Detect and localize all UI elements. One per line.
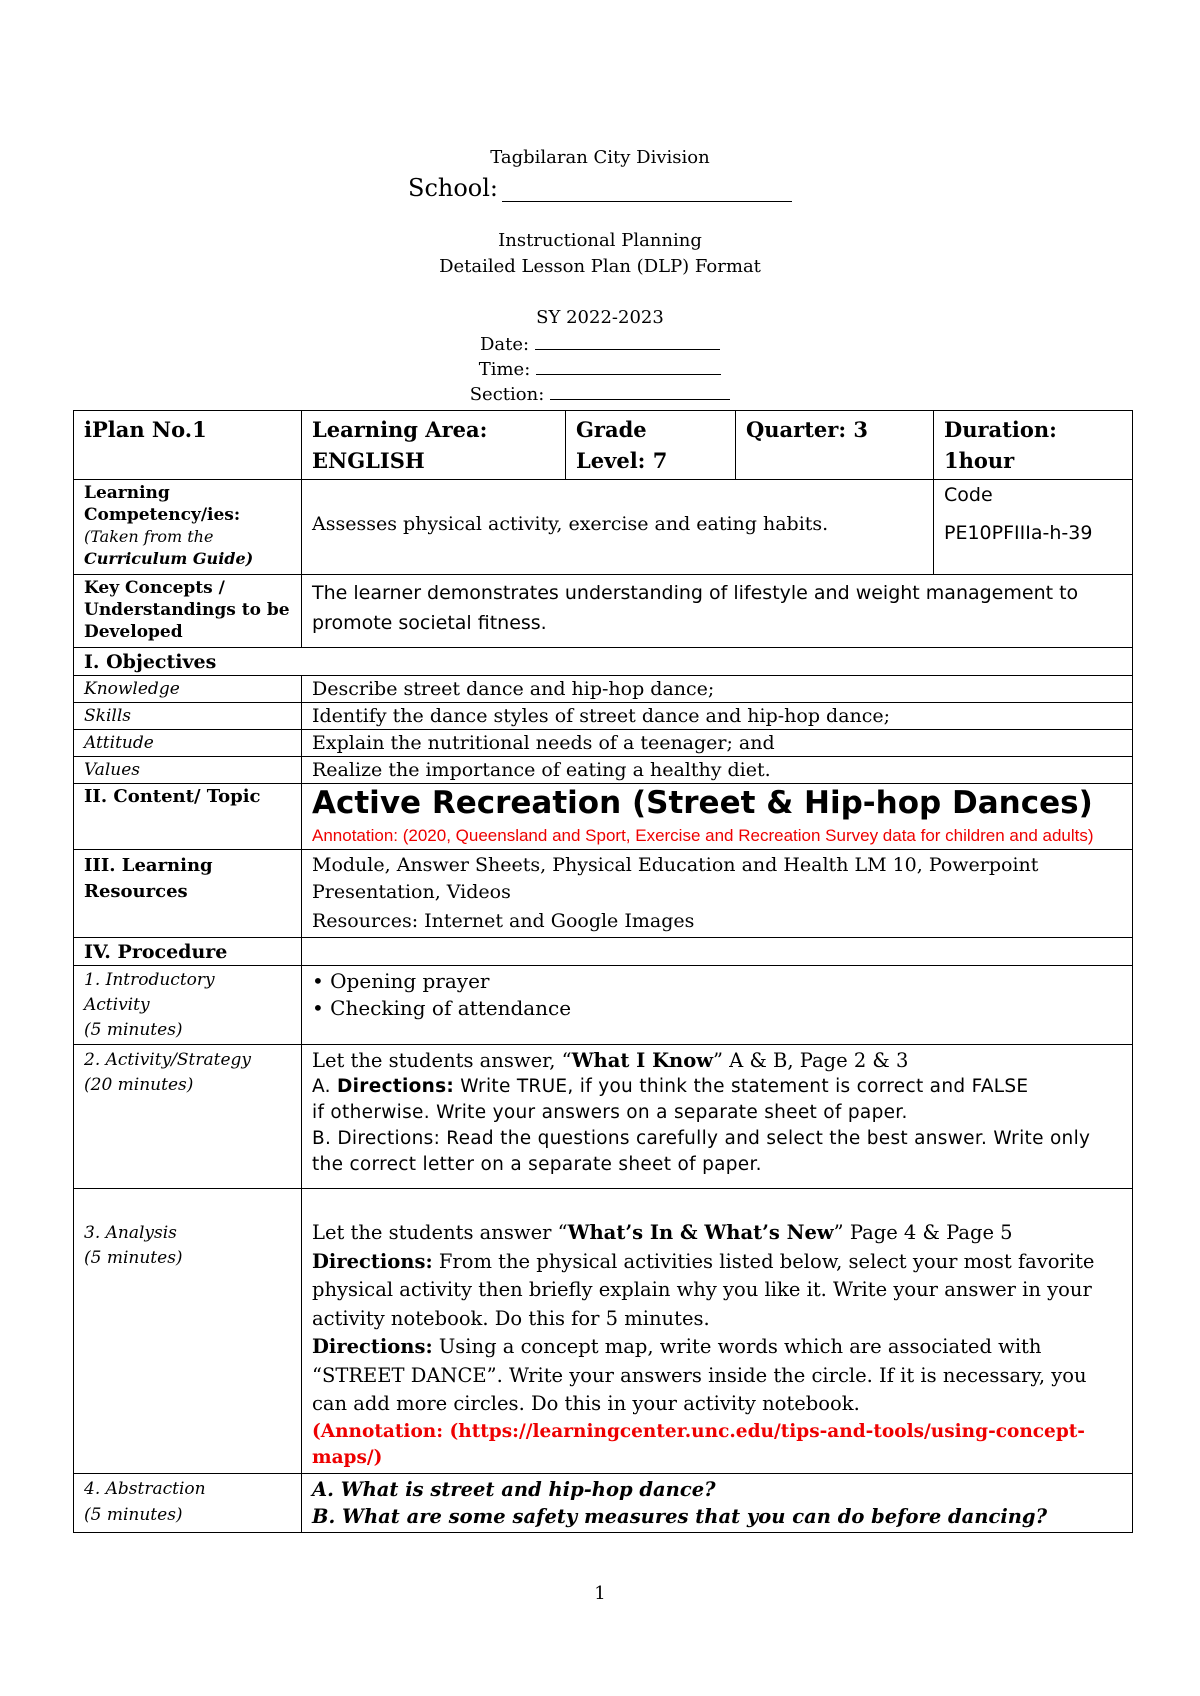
learning-area-cell — [302, 411, 566, 480]
intro-label-3: (5 minutes) — [84, 1020, 183, 1040]
school-label: School: — [408, 174, 498, 202]
header-row — [74, 411, 1133, 480]
resources-text-cell — [302, 850, 1133, 938]
activity-intro — [312, 1048, 1122, 1074]
intro-item-attendance: • Checking of attendance — [312, 996, 572, 1020]
grade-level: Level: 7 — [576, 448, 668, 473]
activity-intro-bold: What I Know — [571, 1049, 713, 1072]
activity-text-cell — [302, 1045, 1133, 1189]
duration-label: Duration: — [944, 417, 1057, 442]
activity-intro-text-2: ” A & B, Page 2 & 3 — [713, 1049, 909, 1072]
resources-label-1: III. Learning — [84, 855, 213, 876]
section-label: Section: — [469, 384, 545, 405]
objective-text-values: Realize the importance of eating a healthy diet. — [312, 759, 771, 781]
analysis-intro-text-2: ” Page 4 & Page 5 — [833, 1221, 1013, 1244]
abstraction-label-cell — [74, 1473, 302, 1532]
code-cell — [934, 480, 1133, 575]
activity-a-bold: Directions: — [337, 1076, 455, 1097]
objective-label-values: Values — [84, 760, 141, 780]
content-label: II. Content/ Topic — [84, 786, 261, 807]
resources-text-2: Resources: Internet and Google Images — [312, 910, 695, 932]
objectives-label: I. Objectives — [84, 651, 217, 673]
intro-label-2: Activity — [84, 995, 150, 1015]
analysis-dir2-bold: Directions: — [312, 1335, 433, 1358]
objective-row — [74, 676, 1133, 703]
duration-cell — [934, 411, 1133, 480]
objective-text-cell — [302, 676, 1133, 703]
section-line — [0, 383, 1200, 405]
competency-row — [74, 480, 1133, 575]
key-concepts-text: The learner demonstrates understanding of lifestyle and weight management to promote societal fitness. — [312, 582, 1079, 634]
key-concepts-label-cell — [74, 575, 302, 648]
objective-row — [74, 703, 1133, 730]
page-number: 1 — [594, 1583, 606, 1604]
resources-row — [74, 850, 1133, 938]
activity-strategy-row — [74, 1045, 1133, 1189]
date-label: Date: — [479, 334, 530, 355]
analysis-dir1-bold: Directions: — [312, 1249, 433, 1273]
analysis-label-cell — [74, 1189, 302, 1474]
analysis-label-1: 3. Analysis — [84, 1223, 177, 1243]
procedure-header-row — [74, 938, 1133, 966]
procedure-label: IV. Procedure — [84, 941, 228, 963]
content-annotation: Annotation: (2020, Queensland and Sport, Exercise and Recreation Survey data for children and adults) — [312, 826, 1094, 845]
iplan-cell — [74, 411, 302, 480]
code-label: Code — [944, 484, 993, 506]
analysis-label-2: (5 minutes) — [84, 1248, 183, 1268]
activity-label-2: (20 minutes) — [84, 1075, 194, 1095]
competency-label-3: (Taken from the — [84, 527, 214, 546]
lesson-plan-table — [73, 410, 1133, 1533]
activity-a-text: Write TRUE, if you think the statement is correct and FALSE — [454, 1076, 1029, 1097]
abstraction-label-2: (5 minutes) — [84, 1504, 183, 1525]
competency-text-cell — [302, 480, 934, 575]
objective-label-cell — [74, 676, 302, 703]
intro-label-1: 1. Introductory — [84, 970, 215, 990]
time-line — [0, 358, 1200, 380]
abstraction-text-cell — [302, 1473, 1133, 1532]
activity-label-1: 2. Activity/Strategy — [84, 1050, 252, 1070]
objectives-header-row — [74, 648, 1133, 676]
key-concepts-text-cell — [302, 575, 1133, 648]
time-blank — [536, 358, 721, 375]
content-text-cell — [302, 784, 1133, 850]
school-line — [0, 174, 1200, 202]
analysis-row — [74, 1189, 1133, 1474]
content-title: Active Recreation (Street & Hip-hop Dances) — [312, 785, 1093, 821]
analysis-direction-1 — [312, 1248, 1122, 1334]
quarter-value: Quarter: 3 — [746, 417, 869, 442]
intro-item-prayer: • Opening prayer — [312, 969, 490, 993]
date-line — [0, 333, 1200, 355]
learning-area-label: Learning Area: — [312, 417, 488, 442]
grade-label: Grade — [576, 417, 647, 442]
learning-area-value: ENGLISH — [312, 448, 425, 473]
objective-label-cell — [74, 757, 302, 784]
analysis-intro-bold: What’s In & What’s New — [567, 1221, 834, 1244]
analysis-annotation: (Annotation: (https://learningcenter.unc.edu/tips-and-tools/using-concept-maps/) — [312, 1420, 1085, 1468]
intro-text-cell — [302, 966, 1133, 1045]
objective-label-cell — [74, 703, 302, 730]
instructional-planning: Instructional Planning — [498, 230, 702, 251]
objectives-header-cell — [74, 648, 1133, 676]
content-row — [74, 784, 1133, 850]
competency-label-4: Curriculum Guide) — [84, 549, 254, 568]
competency-label-2: Competency/ies: — [84, 505, 241, 525]
school-blank — [502, 176, 792, 202]
analysis-dir1-text: From the physical activities listed below, select your most favorite physical activity then briefly explain why you like it. Write your answer in your activity notebook. Do this for 5 minutes. — [312, 1249, 1095, 1330]
content-label-cell — [74, 784, 302, 850]
activity-direction-a — [312, 1074, 1122, 1100]
analysis-dir2-text: Using a concept map, write words which are associated with “STREET DANCE”. Write your answers inside the circle. If it is necessary, you can add more circles. Do this in your activity notebook. — [312, 1335, 1087, 1415]
analysis-intro-text-1: Let the students answer “ — [312, 1221, 568, 1244]
section-blank — [550, 383, 730, 400]
intro-label-cell — [74, 966, 302, 1045]
objective-text-knowledge: Describe street dance and hip-hop dance; — [312, 678, 715, 700]
key-concepts-row — [74, 575, 1133, 648]
iplan-number: iPlan No.1 — [84, 417, 207, 442]
analysis-direction-2 — [312, 1333, 1122, 1419]
abstraction-label-1: 4. Abstraction — [84, 1478, 206, 1499]
objective-text-skills: Identify the dance styles of street dance and hip-hop dance; — [312, 705, 891, 727]
analysis-text-cell — [302, 1189, 1133, 1474]
objective-row — [74, 730, 1133, 757]
procedure-empty-cell — [302, 938, 1133, 966]
time-label: Time: — [478, 359, 531, 380]
objective-text-cell — [302, 757, 1133, 784]
resources-label-2: Resources — [84, 881, 188, 902]
dlp-format: Detailed Lesson Plan (DLP) Format — [439, 256, 761, 277]
school-year: SY 2022-2023 — [536, 307, 664, 328]
activity-a-prefix: A. — [312, 1076, 337, 1097]
intro-activity-row — [74, 966, 1133, 1045]
competency-text: Assesses physical activity, exercise and eating habits. — [312, 512, 829, 535]
grade-cell — [566, 411, 736, 480]
date-blank — [535, 333, 720, 350]
key-concepts-label: Key Concepts / Understandings to be Developed — [84, 578, 290, 642]
objective-text-cell — [302, 730, 1133, 757]
resources-label-cell — [74, 850, 302, 938]
objective-text-cell — [302, 703, 1133, 730]
objective-text-attitude: Explain the nutritional needs of a teenager; and — [312, 732, 775, 754]
activity-a-text-2: if otherwise. Write your answers on a separate sheet of paper. — [312, 1102, 908, 1123]
abstraction-question-a: A. What is street and hip-hop dance? — [312, 1477, 716, 1501]
analysis-intro — [312, 1219, 1122, 1248]
objective-label-knowledge: Knowledge — [84, 679, 180, 699]
activity-intro-text-1: Let the students answer, “ — [312, 1049, 572, 1072]
duration-value: 1hour — [944, 448, 1015, 473]
abstraction-question-b: B. What are some safety measures that you can do before dancing? — [312, 1504, 1047, 1528]
objective-label-cell — [74, 730, 302, 757]
objective-row — [74, 757, 1133, 784]
objective-label-attitude: Attitude — [84, 733, 154, 753]
competency-label-1: Learning — [84, 483, 170, 503]
quarter-cell — [736, 411, 934, 480]
competency-label-cell — [74, 480, 302, 575]
procedure-label-cell — [74, 938, 302, 966]
objective-label-skills: Skills — [84, 706, 131, 726]
code-value: PE10PFIIIa-h-39 — [944, 522, 1093, 544]
activity-direction-b: B. Directions: Read the questions carefully and select the best answer. Write only the correct letter on a separate sheet of paper. — [312, 1128, 1091, 1175]
resources-text: Module, Answer Sheets, Physical Education and Health LM 10, Powerpoint Presentation, Videos — [312, 854, 1039, 903]
activity-label-cell — [74, 1045, 302, 1189]
abstraction-row — [74, 1473, 1133, 1532]
division-title: Tagbilaran City Division — [490, 147, 710, 168]
